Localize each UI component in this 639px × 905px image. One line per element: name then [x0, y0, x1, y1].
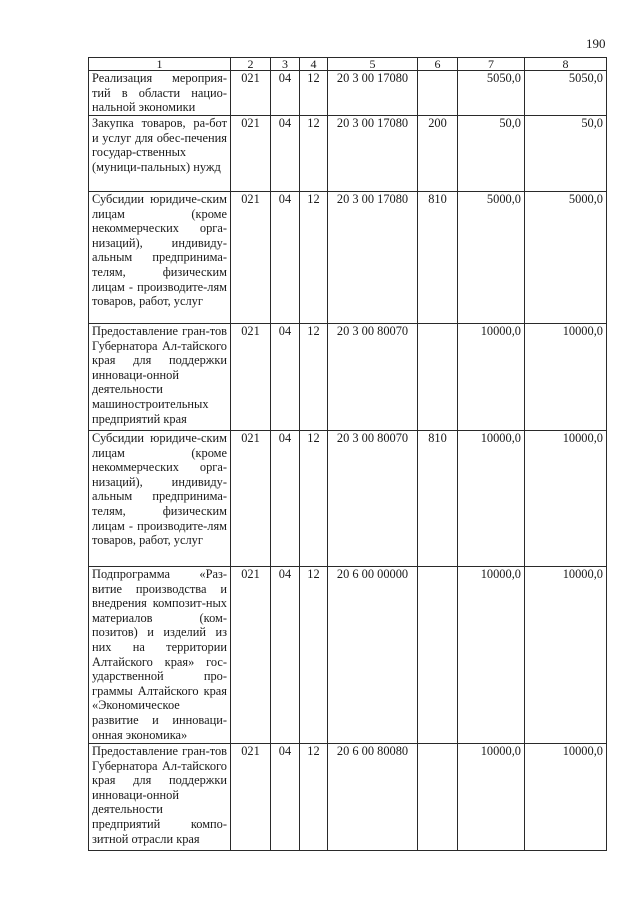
row-sum-col7: 10000,0 [458, 324, 525, 431]
row-pr: 12 [300, 71, 328, 116]
row-ved: 021 [231, 116, 271, 192]
row-vr: 810 [418, 431, 458, 567]
row-vr [418, 567, 458, 744]
row-ved: 021 [231, 71, 271, 116]
header-cell: 6 [418, 58, 458, 71]
row-csr: 20 3 00 80070 [328, 431, 418, 567]
row-sum-col7: 10000,0 [458, 431, 525, 567]
row-ved: 021 [231, 192, 271, 324]
table-row [89, 567, 607, 744]
row-ved: 021 [231, 567, 271, 744]
header-cell: 3 [271, 58, 300, 71]
row-vr [418, 324, 458, 431]
row-rz: 04 [271, 324, 300, 431]
row-csr: 20 6 00 00000 [328, 567, 418, 744]
row-csr: 20 6 00 80080 [328, 744, 418, 851]
budget-table [88, 57, 607, 851]
row-sum-col8: 10000,0 [525, 744, 607, 851]
row-sum-col8: 5000,0 [525, 192, 607, 324]
row-rz: 04 [271, 567, 300, 744]
header-cell: 5 [328, 58, 418, 71]
row-pr: 12 [300, 324, 328, 431]
row-pr: 12 [300, 744, 328, 851]
table-row [89, 192, 607, 324]
row-name: Предоставление гран-тов Губернатора Ал-тайского края для поддержки инноваци-онной деятельности предприятий компо-зитной отрасли края [89, 744, 231, 851]
header-cell: 1 [89, 58, 231, 71]
row-vr: 810 [418, 192, 458, 324]
row-sum-col8: 10000,0 [525, 324, 607, 431]
table-row [89, 744, 607, 851]
row-rz: 04 [271, 116, 300, 192]
row-sum-col7: 50,0 [458, 116, 525, 192]
row-rz: 04 [271, 192, 300, 324]
row-sum-col7: 10000,0 [458, 567, 525, 744]
row-csr: 20 3 00 17080 [328, 71, 418, 116]
row-sum-col8: 5050,0 [525, 71, 607, 116]
row-vr [418, 744, 458, 851]
header-cell: 2 [231, 58, 271, 71]
header-cell: 8 [525, 58, 607, 71]
row-name: Предоставление гран-тов Губернатора Ал-тайского края для поддержки инноваци-онной деятельности машиностроительных предприятий края [89, 324, 231, 431]
table-row [89, 71, 607, 116]
row-name: Закупка товаров, ра-бот и услуг для обес-печения государ-ственных (муници-пальных) нужд [89, 116, 231, 192]
row-sum-col8: 10000,0 [525, 567, 607, 744]
row-pr: 12 [300, 116, 328, 192]
header-row [89, 58, 607, 71]
row-name: Подпрограмма «Раз-витие производства и внедрения композит-ных материалов (ком-позитов) и изделий из них на территории Алтайского края» гос-ударственной про-граммы Алтайского края «Экономическое развитие и инноваци-онная экономика» [89, 567, 231, 744]
row-csr: 20 3 00 17080 [328, 192, 418, 324]
row-rz: 04 [271, 744, 300, 851]
row-rz: 04 [271, 71, 300, 116]
row-ved: 021 [231, 324, 271, 431]
row-vr: 200 [418, 116, 458, 192]
table-row [89, 324, 607, 431]
row-name: Субсидии юридиче-ским лицам (кроме некоммерческих орга-низаций), индивиду-альным предпринима-телям, физическим лицам - производите-лям товаров, работ, услуг [89, 192, 231, 324]
row-sum-col7: 5050,0 [458, 71, 525, 116]
row-rz: 04 [271, 431, 300, 567]
row-pr: 12 [300, 431, 328, 567]
row-pr: 12 [300, 192, 328, 324]
header-cell: 7 [458, 58, 525, 71]
row-pr: 12 [300, 567, 328, 744]
table-row [89, 116, 607, 192]
row-sum-col8: 50,0 [525, 116, 607, 192]
row-csr: 20 3 00 17080 [328, 116, 418, 192]
row-name: Субсидии юридиче-ским лицам (кроме некоммерческих орга-низаций), индивиду-альным предпринима-телям, физическим лицам - производите-лям товаров, работ, услуг [89, 431, 231, 567]
row-csr: 20 3 00 80070 [328, 324, 418, 431]
row-sum-col7: 10000,0 [458, 744, 525, 851]
row-ved: 021 [231, 431, 271, 567]
row-ved: 021 [231, 744, 271, 851]
row-vr [418, 71, 458, 116]
header-cell: 4 [300, 58, 328, 71]
row-name: Реализация мероприя-тий в области нацио-нальной экономики [89, 71, 231, 116]
page-number: 190 [586, 36, 606, 51]
table-row [89, 431, 607, 567]
row-sum-col7: 5000,0 [458, 192, 525, 324]
row-sum-col8: 10000,0 [525, 431, 607, 567]
